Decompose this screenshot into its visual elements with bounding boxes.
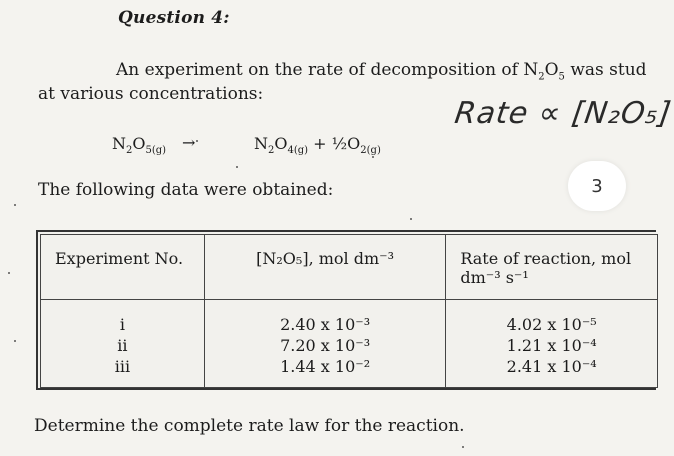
scan-speck [462, 446, 464, 448]
scan-speck [372, 156, 374, 158]
rate-value: 2.41 x 10⁻⁴ [506, 356, 597, 376]
header-rate-line-1: Rate of reaction, mol [460, 249, 632, 268]
header-rate-line-2: dm⁻³ s⁻¹ [460, 268, 529, 287]
question-title: Question 4: [118, 8, 230, 28]
scan-speck [410, 218, 412, 220]
equation-arrow: → [182, 133, 196, 152]
question-text: Determine the complete rate law for the reaction. [34, 416, 465, 436]
handwritten-rate-note: Rate ∝ [N₂O₅] [452, 96, 674, 131]
scan-speck [8, 272, 10, 274]
intro-line-1: An experiment on the rate of decomposition of $N_2O_5$ was stud [116, 60, 647, 83]
intro-line-2: at various concentrations: [38, 84, 264, 104]
table-row [41, 299, 658, 387]
equation-reactant: $N_2O_{5(g)}$ [112, 134, 167, 157]
intro-line-1-tail: was stud [570, 60, 647, 80]
concentration-value: 2.40 x 10⁻³ [280, 314, 371, 334]
concentration-value: 1.44 x 10⁻² [280, 356, 371, 376]
header-experiment: Experiment No. [41, 235, 205, 300]
scan-speck [14, 340, 16, 342]
data-table-frame [36, 230, 656, 390]
page-number-badge[interactable]: 3 [568, 161, 626, 211]
concentration-value: 7.20 x 10⁻³ [280, 335, 371, 355]
table-header-row [41, 235, 658, 300]
concentration-cell [204, 299, 445, 387]
experiment-id: iii [114, 356, 131, 376]
equation-products: $N_2O_{4(g)}$ + $\frac{1}{2}O_{2(g)}$ [254, 134, 381, 157]
scan-speck [14, 204, 16, 206]
experiment-cell [41, 299, 205, 387]
experiment-id: ii [117, 335, 128, 355]
rate-value: 4.02 x 10⁻⁵ [506, 314, 597, 334]
header-rate [446, 235, 658, 300]
data-intro-text: The following data were obtained: [38, 180, 334, 200]
rate-value: 1.21 x 10⁻⁴ [506, 335, 597, 355]
header-concentration: [N₂O₅], mol dm⁻³ [204, 235, 445, 300]
data-table [40, 234, 658, 388]
scan-speck [196, 140, 198, 142]
rate-cell [446, 299, 658, 387]
experiment-id: i [119, 314, 125, 334]
scan-speck [236, 166, 238, 168]
intro-line-1-text: An experiment on the rate of decomposition of N [116, 60, 539, 80]
